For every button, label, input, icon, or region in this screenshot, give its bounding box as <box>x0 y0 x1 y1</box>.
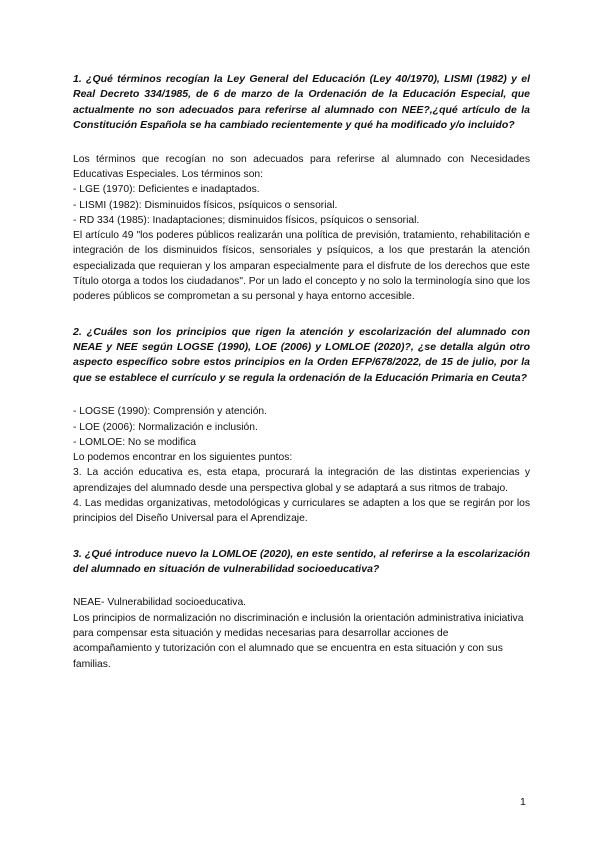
answer-2-line-2: - LOE (2006): Normalización e inclusión. <box>73 421 258 433</box>
question-3: 3. ¿Qué introduce nuevo la LOMLOE (2020), en este sentido, al referirse a la escolarización del alumnado en situación de vulnerabilidad socioeducativa? <box>73 547 530 575</box>
answer-3-line-2: Los principios de normalización no discriminación e inclusión la orientación administrativa iniciativa para compensar esta situación y medidas necesarias para desarrollar acciones de acompañamiento y tutorización con el alumnado que se encuentra en esta situación y con sus familias. <box>73 612 524 670</box>
answer-1-line-3: - LISMI (1982): Disminuidos físicos, psíquicos o sensorial. <box>73 199 338 211</box>
page-number: 1 <box>520 796 526 808</box>
answer-2-line-5: 3. La acción educativa es, esta etapa, procurará la integración de las distintas experiencias y aprendizajes del alumnado desde una perspectiva global y se adaptará a sus ritmos de trabajo. <box>73 467 530 494</box>
answer-2 <box>73 404 530 526</box>
answer-1-line-4: - RD 334 (1985): Inadaptaciones; disminuidos físicos, psíquicos o sensorial. <box>73 214 420 226</box>
answer-1-line-2: - LGE (1970): Deficientes e inadaptados. <box>73 184 260 196</box>
question-1: 1. ¿Qué términos recogían la Ley General del Educación (Ley 40/1970), LISMI (1982) y el Real Decreto 334/1985, de 6 de marzo de la Ordenación de la Educación Especial, que actualmente no son adecuados para referirse al alumnado con NEE?,¿qué artículo de la Constitución Española se ha cambiado recientemente y qué ha modificado y/o incluido? <box>73 73 530 132</box>
answer-1-line-5: El artículo 49 "los poderes públicos realizarán una política de previsión, tratamiento, rehabilitación e integración de los disminuidos físicos, sensoriales y psíquicos, a los que prestarán la atención especializada que requieran y los amparan especialmente para el disfrute de los derechos que este Título otorga a todos los ciudadanos". Por un lado el concepto y no solo la terminología sino que los poderes públicos se comprometan a su personal y haya entorno accesible. <box>73 230 530 303</box>
question-2: 2. ¿Cuáles son los principios que rigen la atención y escolarización del alumnado con NEAE y NEE según LOGSE (1990), LOE (2006) y LOMLOE (2020)?, ¿se detalla algún otro aspecto específico sobre estos principios en la Orden EFP/678/2022, de 15 de julio, por la que se establece el currículo y se regula la ordenación de la Educación Primaria en Ceuta? <box>73 325 530 384</box>
answer-2-line-1: - LOGSE (1990): Comprensión y atención. <box>73 406 268 418</box>
answer-2-line-4: Lo podemos encontrar en los siguientes puntos: <box>73 452 293 464</box>
document-body <box>73 72 530 672</box>
answer-1 <box>73 152 530 305</box>
answer-2-line-6: 4. Las medidas organizativas, metodológicas y curriculares se adapten a los que se regirán por los principios del Diseño Universal para el Aprendizaje. <box>73 498 530 525</box>
answer-3-line-1: NEAE- Vulnerabilidad socioeducativa. <box>73 597 247 609</box>
answer-1-line-1: Los términos que recogían no son adecuados para referirse al alumnado con Necesidades Educativas Especiales. Los términos son: <box>73 153 530 180</box>
answer-2-line-3: - LOMLOE: No se modifica <box>73 436 197 448</box>
answer-3 <box>73 595 530 671</box>
